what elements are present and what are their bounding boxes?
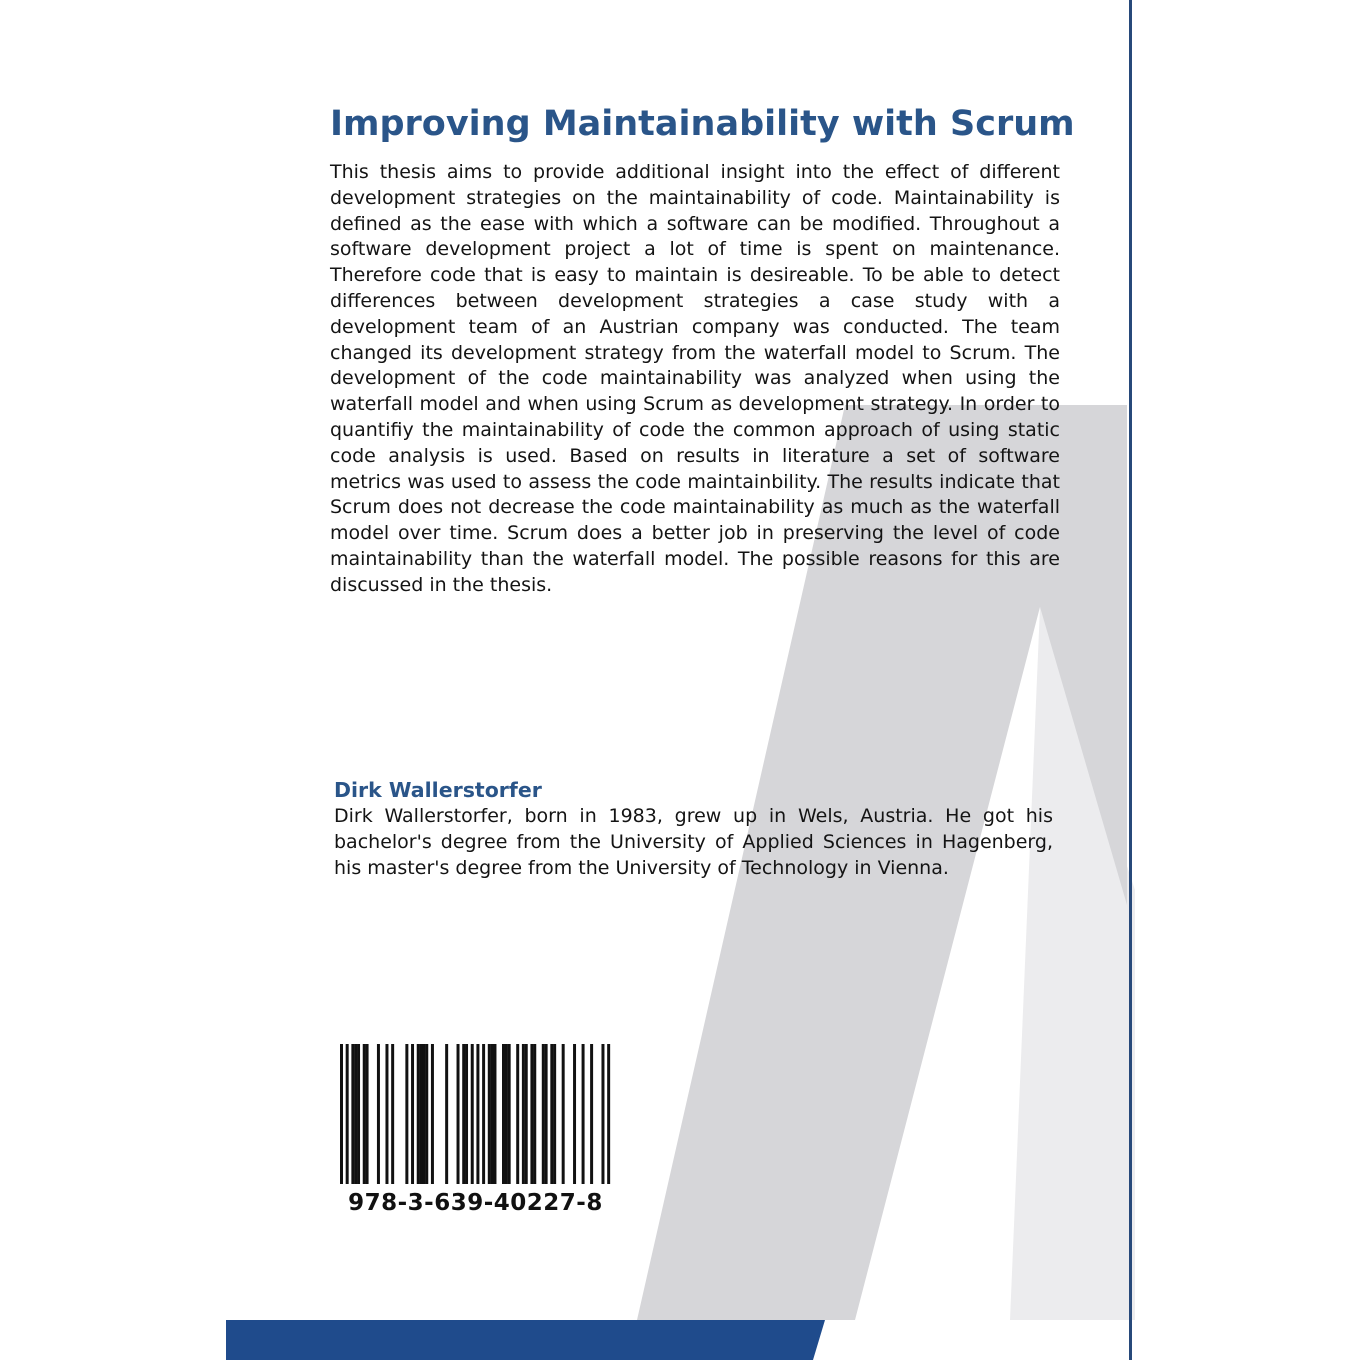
book-title: Improving Maintainability with Scrum xyxy=(330,104,1075,144)
barcode-bar xyxy=(590,1044,593,1184)
barcode-bar xyxy=(417,1044,420,1184)
barcode-bar xyxy=(502,1044,505,1184)
barcode-bar xyxy=(530,1044,533,1184)
barcode-bar xyxy=(431,1044,434,1184)
barcode-bar xyxy=(411,1044,414,1184)
barcode-bar xyxy=(471,1044,474,1184)
barcode-bar xyxy=(542,1044,545,1184)
isbn-barcode xyxy=(338,1040,613,1230)
barcode-bar xyxy=(405,1044,408,1184)
spine-line xyxy=(1129,0,1132,1360)
barcode-bar xyxy=(482,1044,485,1184)
barcode-bar xyxy=(525,1044,528,1184)
barcode-bar xyxy=(493,1044,496,1184)
barcode-bar xyxy=(354,1044,357,1184)
barcode-bar xyxy=(516,1044,519,1184)
barcode-bar xyxy=(445,1044,448,1184)
barcode-bar xyxy=(340,1044,343,1184)
author-bio: Dirk Wallerstorfer, born in 1983, grew up in Wels, Austria. He got his bachelor's degree from the University of Applied Sciences in Hagenberg, his master's degree from the University of Technology in Vienna. xyxy=(334,805,1053,879)
book-abstract: This thesis aims to provide additional insight into the effect of different development strategies on the maintainability of code. Maintainability is defined as the ease with which a software can be modified. Throughout a software development project a lot of time is spent on maintenance. Therefore code that is easy to maintain is desireable. To be able to detect differences between development strategies a case study with a development team of an Austrian company was conducted. The team changed its development strategy from the waterfall model to Scrum. The development of the code maintainability was analyzed when using the waterfall model and when using Scrum as development strategy. In order to quantifiy the maintainability of code the common approach of using static code analysis is used. Based on results in literature a set of software metrics was used to assess the code maintainbility. The results indicate that Scrum does not decrease the code maintainability as much as the waterfall model over time. Scrum does a better job in preserving the level of code maintainability than the waterfall model. The possible reasons for this are discussed in the thesis. xyxy=(330,161,1060,596)
barcode-bar xyxy=(522,1044,525,1184)
barcode-bar xyxy=(508,1044,511,1184)
author-name: Dirk Wallerstorfer xyxy=(334,778,542,802)
barcode-bar xyxy=(457,1044,460,1184)
barcode-bar xyxy=(488,1044,491,1184)
barcode-bar xyxy=(533,1044,536,1184)
barcode-bar xyxy=(550,1044,553,1184)
barcode-bar xyxy=(363,1044,366,1184)
barcode-bars xyxy=(338,1040,613,1188)
barcode-bar xyxy=(351,1044,354,1184)
barcode-bar xyxy=(377,1044,380,1184)
barcode-bar xyxy=(346,1044,349,1184)
barcode-bar xyxy=(385,1044,388,1184)
barcode-bar xyxy=(357,1044,360,1184)
barcode-bar xyxy=(601,1044,604,1184)
barcode-bar xyxy=(607,1044,610,1184)
barcode-bar xyxy=(465,1044,468,1184)
barcode-bar xyxy=(391,1044,394,1184)
barcode-bar xyxy=(582,1044,585,1184)
barcode-bar xyxy=(425,1044,428,1184)
barcode-bar xyxy=(553,1044,556,1184)
barcode-bar xyxy=(422,1044,425,1184)
barcode-bar xyxy=(505,1044,508,1184)
barcode-bar xyxy=(462,1044,465,1184)
barcode-bar xyxy=(491,1044,494,1184)
isbn-number: 978-3-639-40227-8 xyxy=(348,1190,603,1216)
barcode-bar xyxy=(476,1044,479,1184)
barcode-bar xyxy=(545,1044,548,1184)
barcode-bar xyxy=(366,1044,369,1184)
barcode-bar xyxy=(562,1044,565,1184)
barcode-bar xyxy=(573,1044,576,1184)
barcode-bar xyxy=(420,1044,423,1184)
bottom-bar xyxy=(226,1320,825,1360)
